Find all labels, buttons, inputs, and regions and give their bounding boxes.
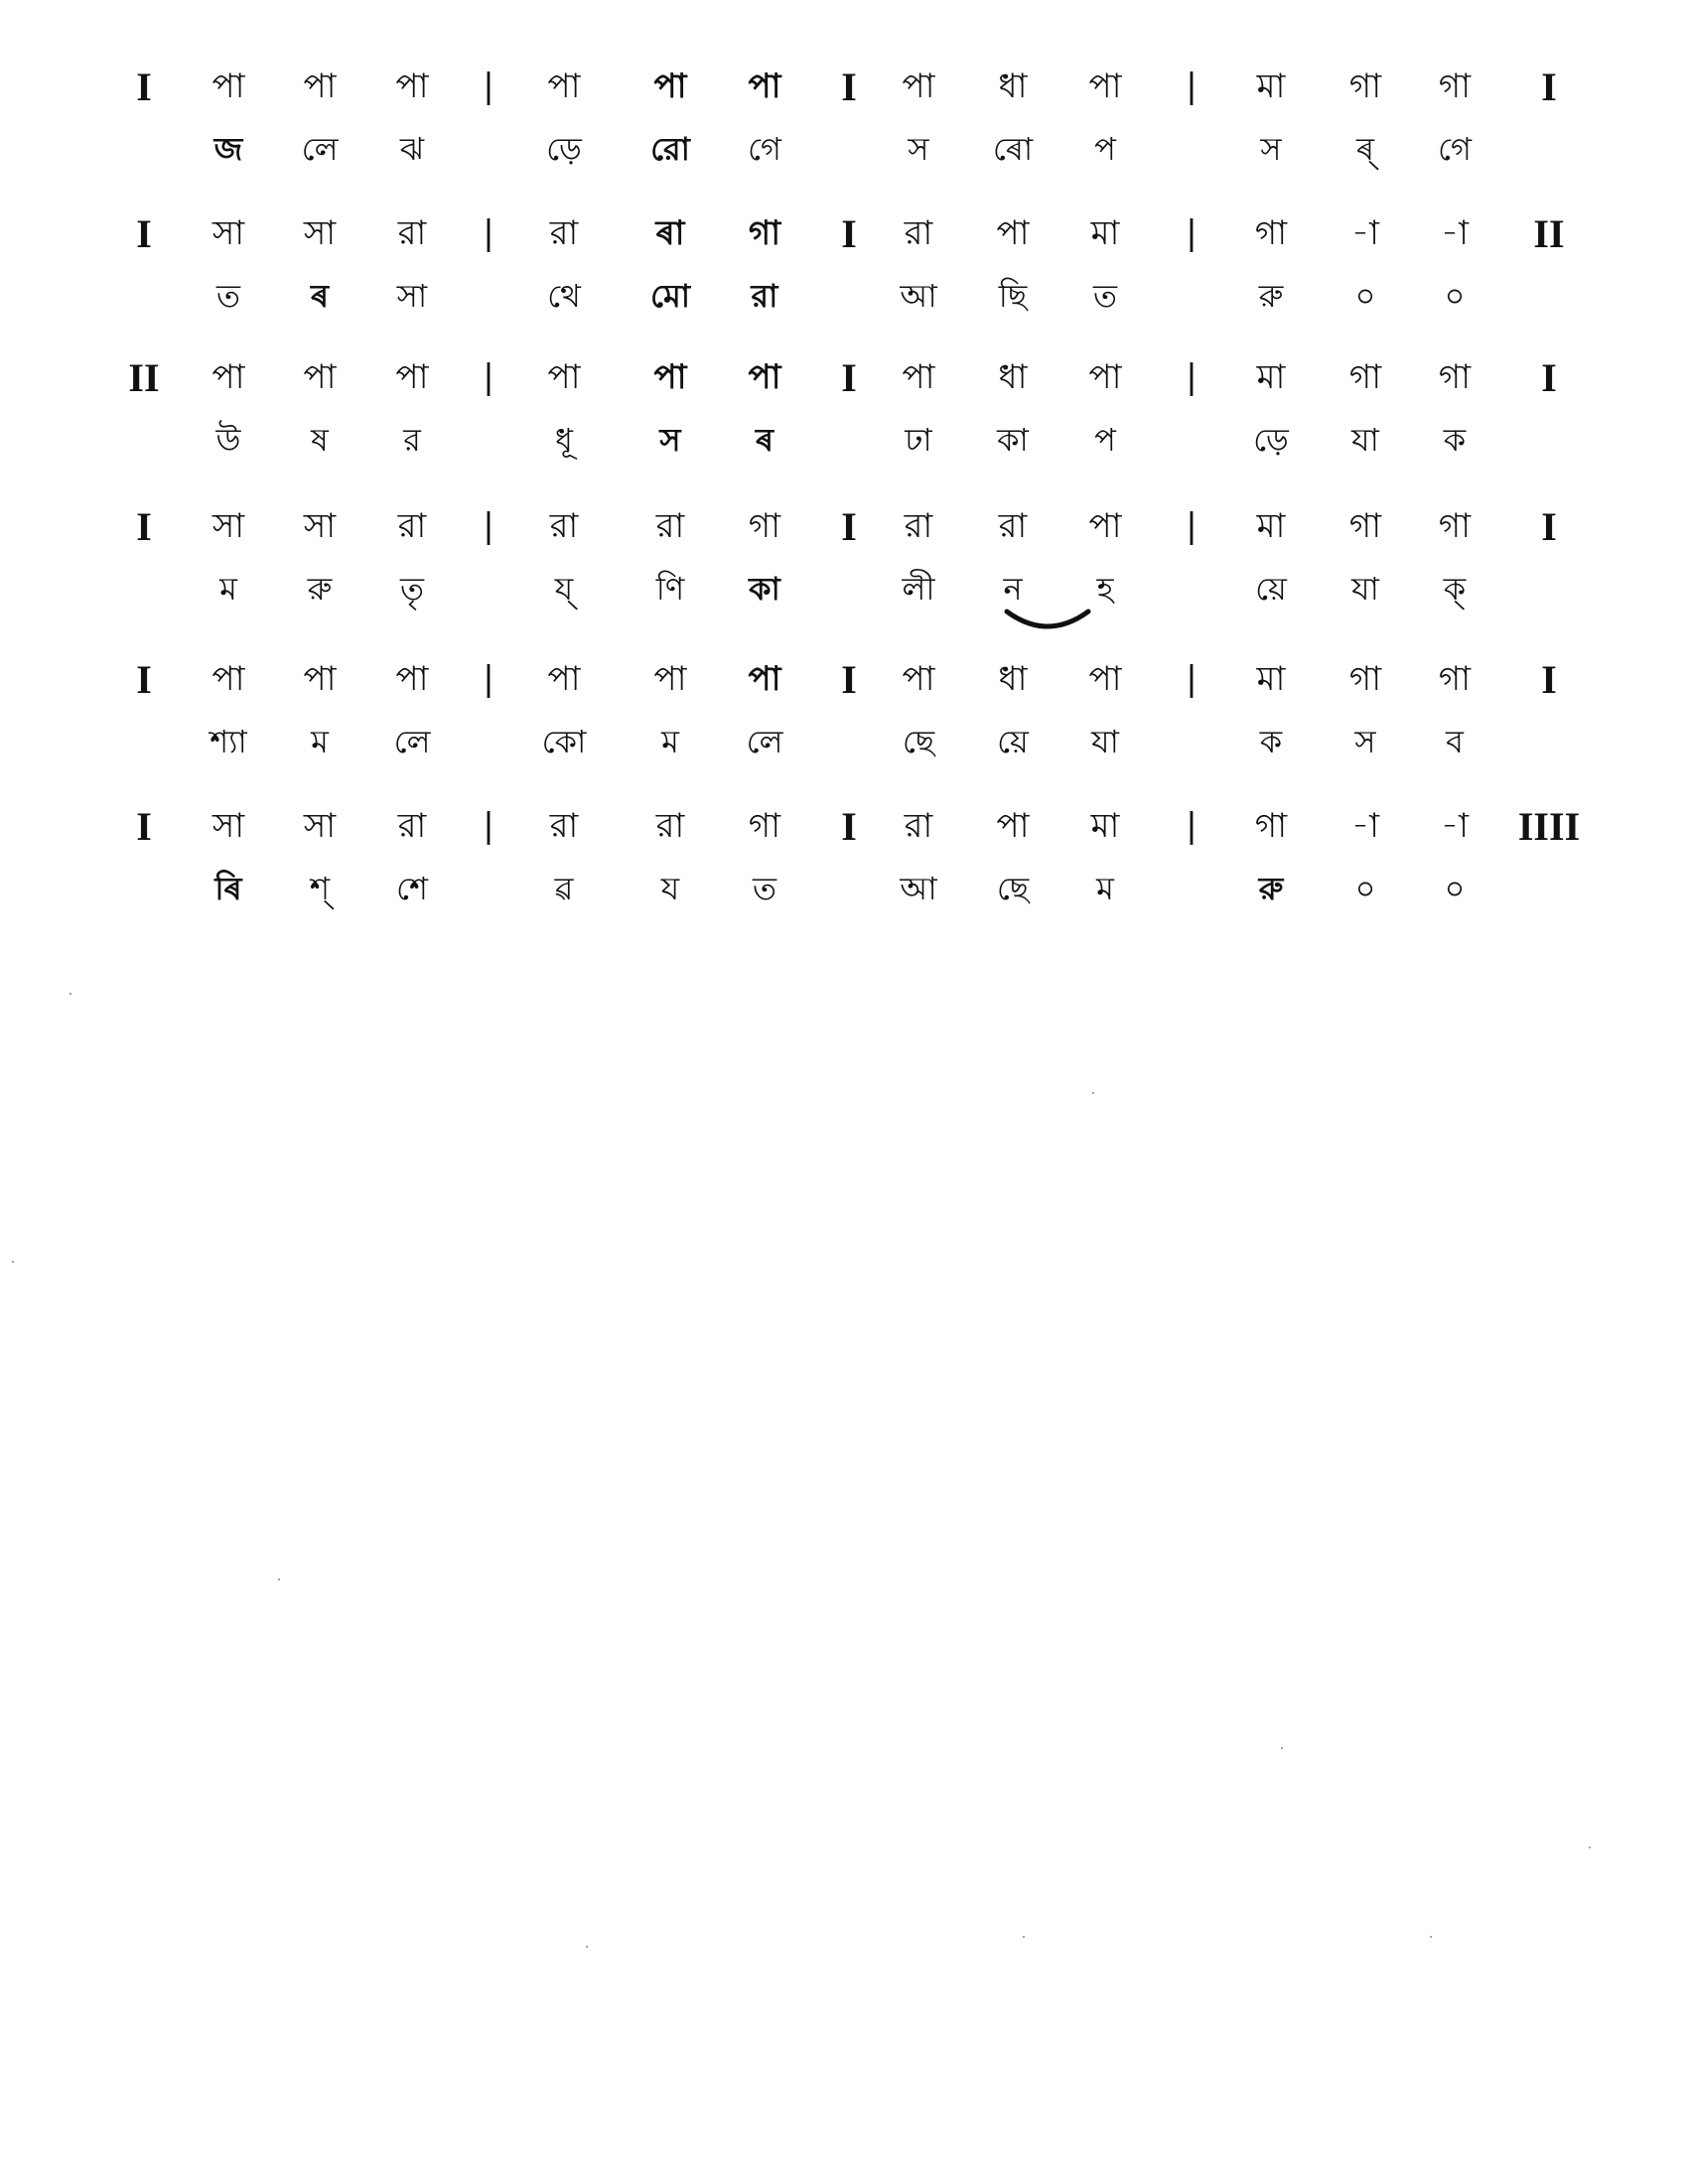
lyric-syllable: ম xyxy=(1096,870,1114,907)
note-swara: গা xyxy=(1438,506,1472,546)
beat-divider: | xyxy=(483,659,494,699)
note-swara: পা xyxy=(902,659,935,699)
lyric-syllable: থে xyxy=(547,277,581,315)
lyric-syllable: ড়ে xyxy=(1253,421,1289,459)
left-bar-mark: II xyxy=(128,355,160,400)
note-swara: মা xyxy=(1256,67,1286,106)
note-swara: গা xyxy=(1348,357,1382,397)
right-bar-mark: I xyxy=(1541,65,1557,109)
note-swara: রা xyxy=(904,506,933,546)
note-swara: রা xyxy=(904,806,933,846)
mid-bar-mark: I xyxy=(841,211,857,256)
lyric-syllable: উ xyxy=(215,421,241,459)
note-swara: রা xyxy=(655,806,685,846)
note-swara: পা xyxy=(547,357,581,397)
lyric-syllable: কা xyxy=(749,570,780,608)
lyric-syllable: ক xyxy=(1443,421,1467,459)
note-swara: সা xyxy=(211,213,245,253)
lyric-syllable: ঢা xyxy=(905,421,932,459)
left-bar-mark: I xyxy=(136,65,152,109)
lyric-syllable: হ xyxy=(1096,570,1114,608)
note-swara: রা xyxy=(549,506,579,546)
note-swara: পা xyxy=(653,659,687,699)
lyric-syllable: শ্যা xyxy=(210,723,247,760)
scan-speck xyxy=(1281,1747,1283,1749)
lyric-syllable: গে xyxy=(748,130,781,168)
note-swara: ধা xyxy=(998,659,1028,699)
lyric-syllable: জ xyxy=(213,130,243,168)
note-swara: রা xyxy=(397,506,427,546)
lyric-syllable: ণি xyxy=(655,570,685,608)
lyric-syllable: যা xyxy=(1351,421,1379,459)
lyric-syllable: রু xyxy=(307,570,333,608)
note-swara: সা xyxy=(303,506,337,546)
note-swara: গা xyxy=(1254,806,1288,846)
note-swara: মা xyxy=(1256,659,1286,699)
lyric-syllable: ষ xyxy=(311,421,329,459)
lyric-syllable: লে xyxy=(301,130,339,168)
note-swara: রা xyxy=(397,806,427,846)
lyric-syllable: যা xyxy=(1091,723,1119,760)
note-swara: -া xyxy=(1351,213,1379,253)
lyric-syllable: ত xyxy=(752,870,777,907)
left-bar-mark: I xyxy=(136,804,152,849)
lyric-syllable: স xyxy=(1354,723,1376,760)
note-swara: সা xyxy=(303,213,337,253)
lyric-syllable: শ্ xyxy=(309,870,331,907)
lyric-syllable: মো xyxy=(649,277,691,315)
slur-mark xyxy=(1003,608,1092,637)
lyric-syllable: ম xyxy=(311,723,329,760)
lyric-syllable: কা xyxy=(997,421,1029,459)
note-swara: মা xyxy=(1090,213,1120,253)
note-swara: সা xyxy=(303,806,337,846)
note-swara: পা xyxy=(748,67,781,106)
lyric-syllable: য xyxy=(660,870,680,907)
beat-divider: | xyxy=(1186,506,1197,546)
lyric-syllable: যা xyxy=(1351,570,1379,608)
note-swara: পা xyxy=(1088,659,1122,699)
right-bar-mark: I xyxy=(1541,504,1557,549)
lyric-syllable: ছে xyxy=(996,870,1030,907)
scan-speck xyxy=(1589,1846,1591,1848)
note-swara: পা xyxy=(748,357,781,397)
scan-speck xyxy=(70,993,71,995)
note-swara: পা xyxy=(303,357,337,397)
lyric-syllable: ০ xyxy=(1444,277,1466,315)
beat-divider: | xyxy=(483,357,494,397)
lyric-syllable: ৱ xyxy=(554,870,574,907)
note-swara: গা xyxy=(1438,659,1472,699)
mid-bar-mark: I xyxy=(841,504,857,549)
lyric-syllable: ত xyxy=(215,277,241,315)
lyric-syllable: ০ xyxy=(1354,870,1376,907)
lyric-syllable: ম xyxy=(219,570,237,608)
right-bar-mark: I xyxy=(1541,657,1557,702)
note-swara: পা xyxy=(1088,67,1122,106)
beat-divider: | xyxy=(483,806,494,846)
note-swara: সা xyxy=(211,806,245,846)
note-swara: গা xyxy=(1348,67,1382,106)
note-swara: ধা xyxy=(998,357,1028,397)
lyric-syllable: ক xyxy=(1259,723,1283,760)
scan-speck xyxy=(12,1261,14,1263)
note-swara: রা xyxy=(549,213,579,253)
note-swara: মা xyxy=(1256,506,1286,546)
scan-speck xyxy=(1023,1936,1025,1938)
lyric-syllable: প xyxy=(1094,421,1116,459)
lyric-syllable: রু xyxy=(1258,870,1284,907)
mid-bar-mark: I xyxy=(841,65,857,109)
beat-divider: | xyxy=(1186,67,1197,106)
mid-bar-mark: I xyxy=(841,804,857,849)
note-swara: মা xyxy=(1090,806,1120,846)
lyric-syllable: প xyxy=(1094,130,1116,168)
lyric-syllable: ক্ xyxy=(1443,570,1467,608)
scan-speck xyxy=(586,1946,588,1948)
lyric-syllable: ০ xyxy=(1444,870,1466,907)
note-swara: পা xyxy=(395,357,429,397)
note-swara: গা xyxy=(748,213,781,253)
note-swara: পা xyxy=(211,67,245,106)
scan-speck xyxy=(1430,1936,1432,1938)
lyric-syllable: ন xyxy=(1003,570,1023,608)
lyric-syllable: রু xyxy=(1258,277,1284,315)
lyric-syllable: লে xyxy=(746,723,783,760)
left-bar-mark: I xyxy=(136,504,152,549)
lyric-syllable: তৃ xyxy=(399,570,425,608)
note-swara: পা xyxy=(996,806,1030,846)
lyric-syllable: স xyxy=(1260,130,1282,168)
lyric-syllable: ০ xyxy=(1354,277,1376,315)
lyric-syllable: রো xyxy=(650,130,690,168)
note-swara: গা xyxy=(1438,357,1472,397)
lyric-syllable: ত xyxy=(1092,277,1118,315)
lyric-syllable: শে xyxy=(396,870,428,907)
note-swara: পা xyxy=(653,357,687,397)
beat-divider: | xyxy=(483,67,494,106)
note-swara: রা xyxy=(655,506,685,546)
beat-divider: | xyxy=(1186,357,1197,397)
lyric-syllable: ব xyxy=(1446,723,1464,760)
beat-divider: | xyxy=(1186,806,1197,846)
note-swara: পা xyxy=(211,659,245,699)
lyric-syllable: ছি xyxy=(998,277,1028,315)
note-swara: পা xyxy=(902,357,935,397)
note-swara: পা xyxy=(303,67,337,106)
lyric-syllable: স xyxy=(659,421,681,459)
right-bar-mark: II xyxy=(1533,211,1565,256)
note-swara: রা xyxy=(904,213,933,253)
lyric-syllable: ৰি xyxy=(214,870,242,907)
lyric-syllable: আ xyxy=(900,870,937,907)
note-swara: গা xyxy=(1348,659,1382,699)
lyric-syllable: ধূ xyxy=(555,421,573,459)
note-swara: -া xyxy=(1351,806,1379,846)
note-swara: পা xyxy=(211,357,245,397)
note-swara: গা xyxy=(748,806,781,846)
lyric-syllable: লে xyxy=(393,723,431,760)
note-swara: পা xyxy=(547,659,581,699)
lyric-syllable: লী xyxy=(902,570,935,608)
beat-divider: | xyxy=(1186,659,1197,699)
note-swara: ৰা xyxy=(655,213,685,253)
mid-bar-mark: I xyxy=(841,355,857,400)
lyric-syllable: গে xyxy=(1438,130,1472,168)
lyric-syllable: য্ xyxy=(554,570,574,608)
beat-divider: | xyxy=(483,213,494,253)
note-swara: -া xyxy=(1441,213,1469,253)
note-swara: গা xyxy=(1254,213,1288,253)
lyric-syllable: কো xyxy=(541,723,587,760)
note-swara: পা xyxy=(395,67,429,106)
beat-divider: | xyxy=(483,506,494,546)
note-swara: রা xyxy=(998,506,1028,546)
lyric-syllable: সা xyxy=(396,277,428,315)
note-swara: মা xyxy=(1256,357,1286,397)
note-swara: পা xyxy=(653,67,687,106)
left-bar-mark: I xyxy=(136,657,152,702)
note-swara: পা xyxy=(395,659,429,699)
note-swara: রা xyxy=(549,806,579,846)
note-swara: পা xyxy=(996,213,1030,253)
lyric-syllable: য়ে xyxy=(1255,570,1287,608)
note-swara: পা xyxy=(547,67,581,106)
note-swara: গা xyxy=(1438,67,1472,106)
note-swara: পা xyxy=(1088,506,1122,546)
lyric-syllable: স xyxy=(908,130,929,168)
note-swara: গা xyxy=(1348,506,1382,546)
lyric-syllable: ম xyxy=(661,723,679,760)
note-swara: পা xyxy=(1088,357,1122,397)
note-swara: পা xyxy=(748,659,781,699)
mid-bar-mark: I xyxy=(841,657,857,702)
lyric-syllable: রা xyxy=(751,277,778,315)
scan-speck xyxy=(278,1578,280,1580)
note-swara: পা xyxy=(902,67,935,106)
note-swara: ধা xyxy=(998,67,1028,106)
note-swara: সা xyxy=(211,506,245,546)
beat-divider: | xyxy=(1186,213,1197,253)
note-swara: -া xyxy=(1441,806,1469,846)
right-bar-mark: IIII xyxy=(1517,804,1581,849)
lyric-syllable: আ xyxy=(900,277,937,315)
lyric-syllable: ৰ্ xyxy=(1355,130,1375,168)
note-swara: রা xyxy=(397,213,427,253)
lyric-syllable: ৰ xyxy=(755,421,774,459)
lyric-syllable: ৰ xyxy=(310,277,330,315)
lyric-syllable: য়ে xyxy=(997,723,1029,760)
lyric-syllable: ছে xyxy=(902,723,935,760)
lyric-syllable: র xyxy=(403,421,421,459)
note-swara: পা xyxy=(303,659,337,699)
lyric-syllable: ড়ে xyxy=(546,130,582,168)
lyric-syllable: ৰো xyxy=(992,130,1034,168)
lyric-syllable: ঝ xyxy=(399,130,425,168)
right-bar-mark: I xyxy=(1541,355,1557,400)
scan-speck xyxy=(1092,1092,1094,1094)
note-swara: গা xyxy=(748,506,781,546)
left-bar-mark: I xyxy=(136,211,152,256)
